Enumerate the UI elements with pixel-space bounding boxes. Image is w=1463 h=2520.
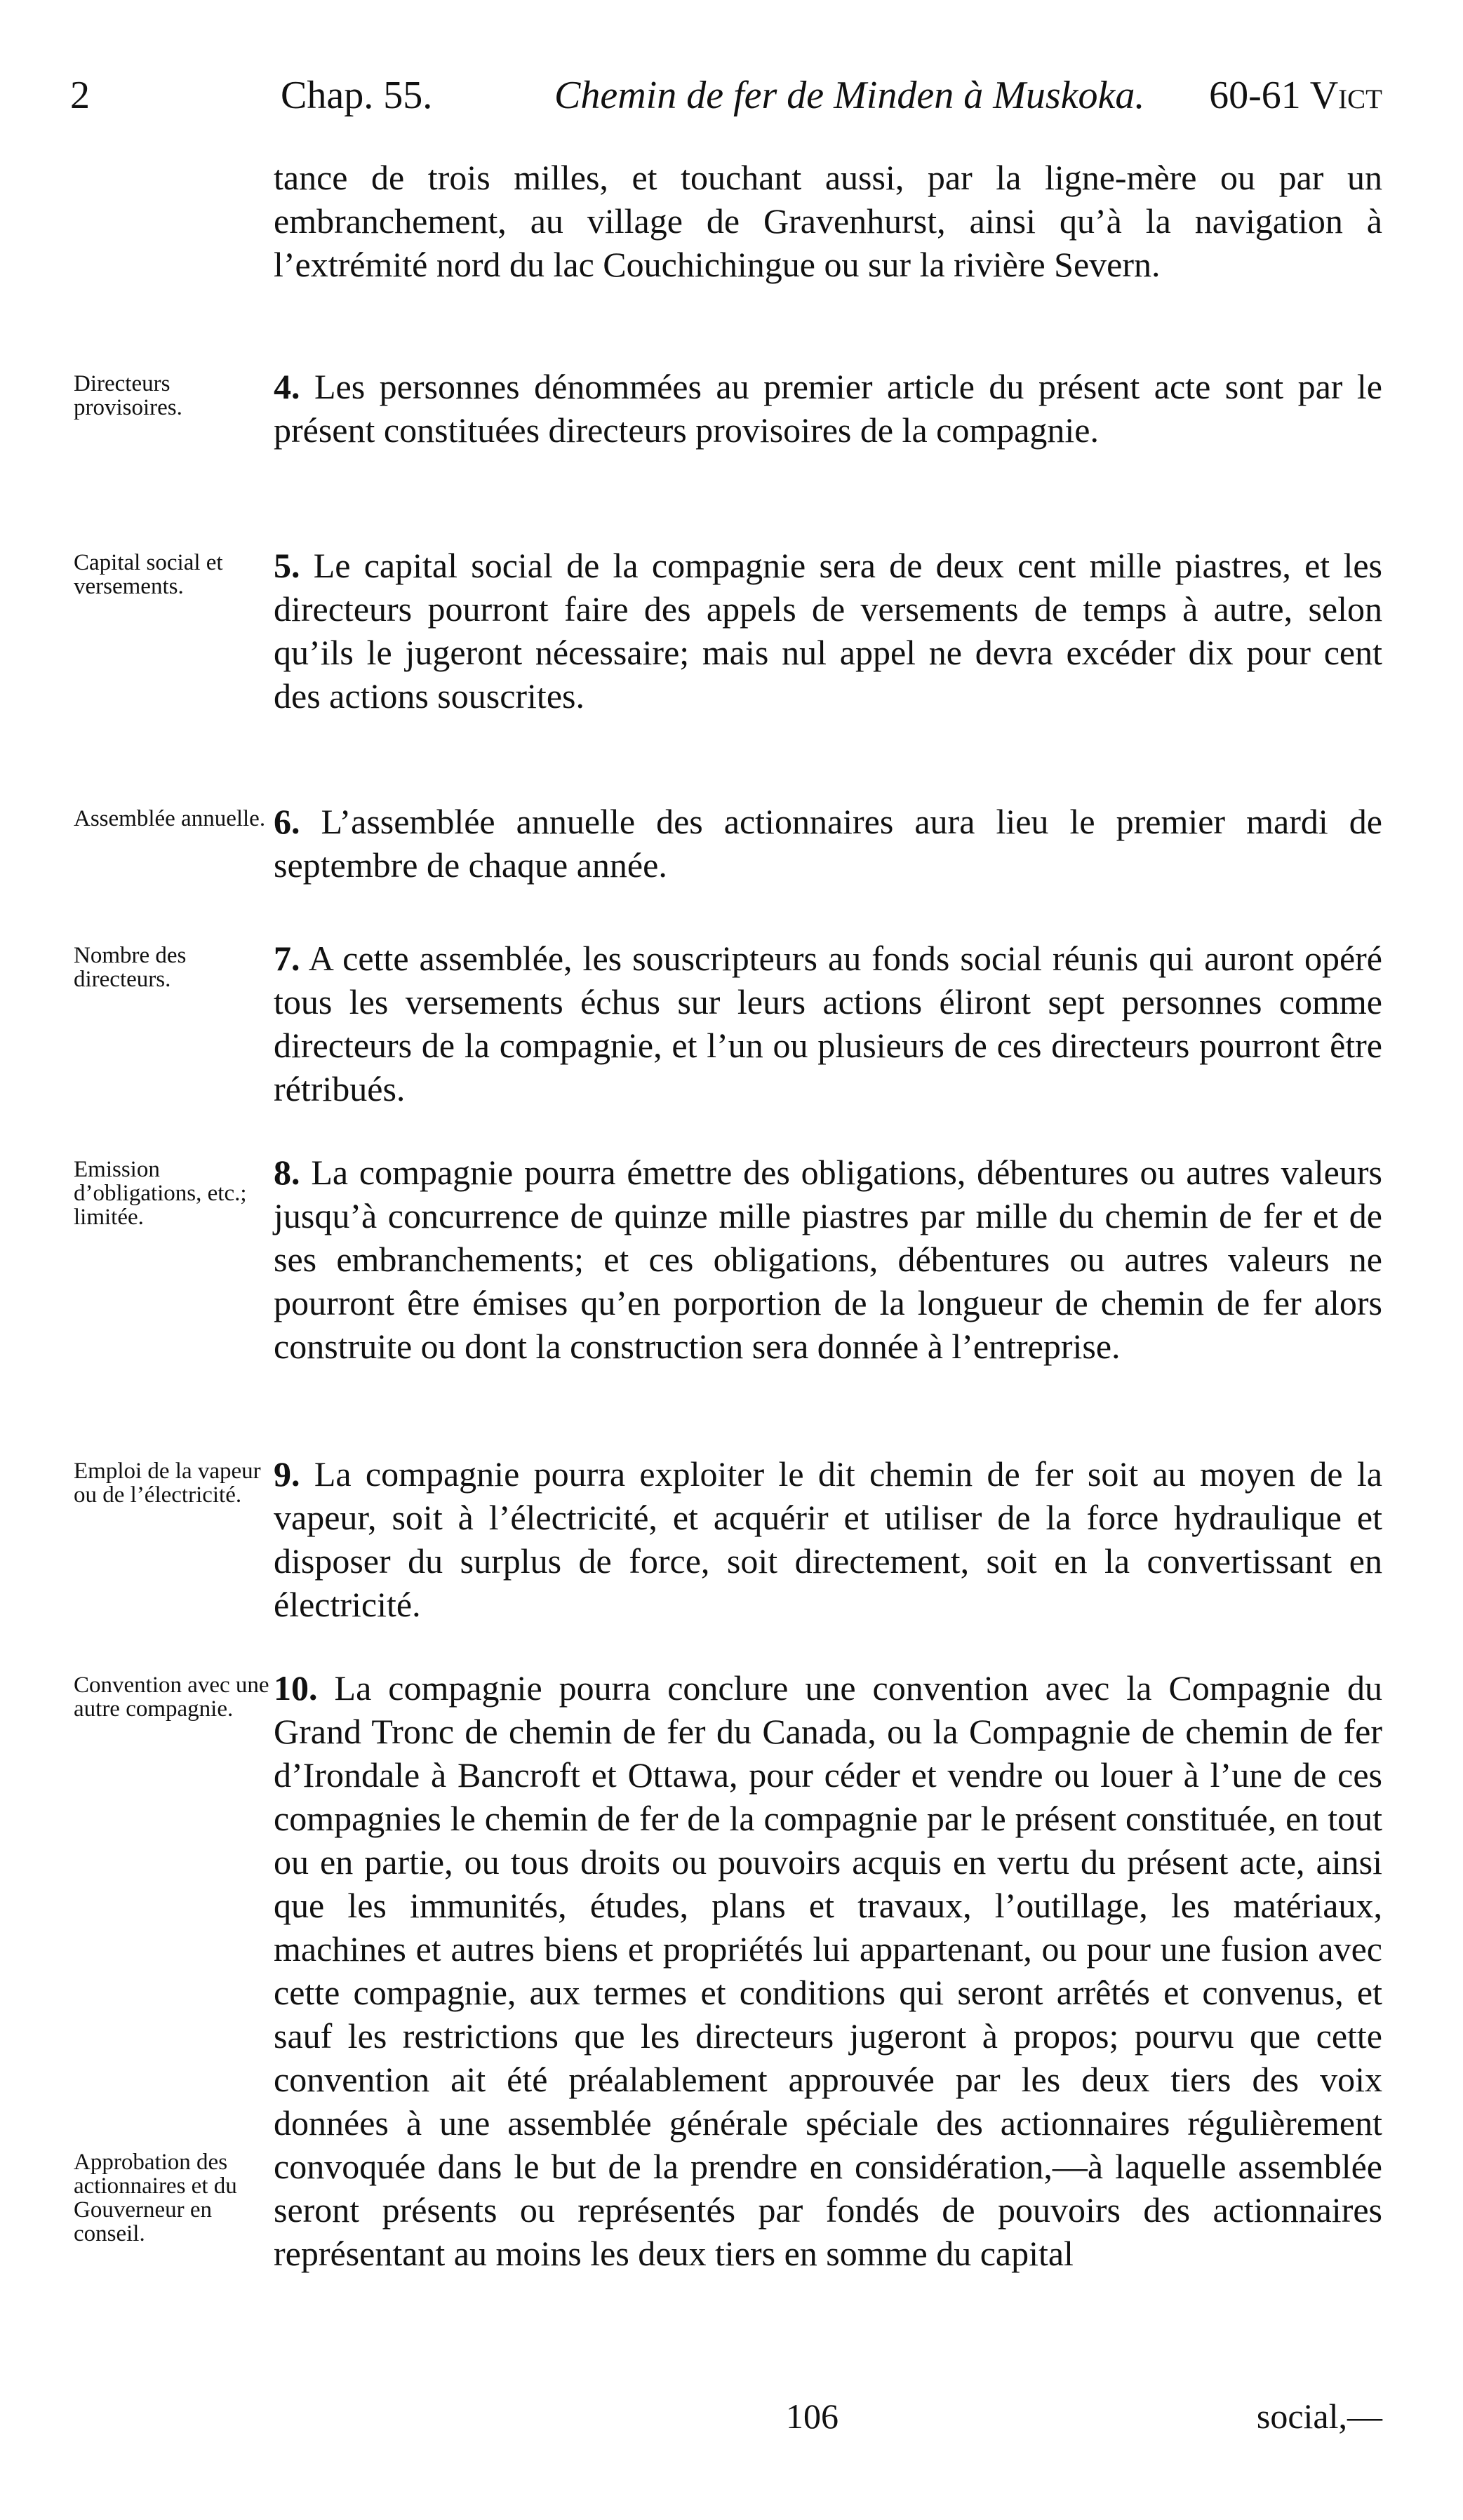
margin-note: Nombre des directeurs. bbox=[74, 943, 187, 992]
section-4 bbox=[274, 365, 1382, 452]
section-10 bbox=[274, 1666, 1382, 2275]
section-text: Les personnes dénommées au premier article du présent acte sont par le présent constituées directeurs provisoires de la compagnie. bbox=[274, 367, 1382, 450]
margin-note: Assemblée annuelle. bbox=[74, 806, 266, 831]
chapter-label: Chap. 55. bbox=[281, 74, 433, 117]
section-6 bbox=[274, 800, 1382, 887]
section-5 bbox=[274, 544, 1382, 718]
act-title: Chemin de fer de Minden à Muskoka. bbox=[554, 74, 1145, 117]
section-text: Le capital social de la compagnie sera de deux cent mille piastres, et les directeurs pourront faire des appels de versements de temps à autre, selon qu’ils le jugeront nécessaire; mais nul appel ne devra excéder dix pour cent des actions souscrites. bbox=[274, 546, 1382, 716]
margin-note: Emploi de la vapeur ou de l’électricité. bbox=[74, 1459, 261, 1508]
section-text: L’assemblée annuelle des actionnaires aura lieu le premier mardi de septembre de chaque année. bbox=[274, 802, 1382, 885]
section-9 bbox=[274, 1452, 1382, 1626]
margin-note: Convention avec une autre compagnie. bbox=[74, 1673, 269, 1722]
margin-note: Directeurs provisoires. bbox=[74, 371, 182, 420]
regnal-year: 60-61 Vict bbox=[1209, 74, 1382, 117]
margin-note: Approbation des actionnaires et du Gouverneur en conseil. bbox=[74, 2150, 237, 2246]
section-7 bbox=[274, 937, 1382, 1111]
section-number: 4. bbox=[274, 367, 300, 406]
continuation-paragraph: tance de trois milles, et touchant aussi, par la ligne-mère ou par un embranchement, au village de Gravenhurst, ainsi qu’à la navigation à l’extrémité nord du lac Couchichingue ou sur la rivière Severn. bbox=[274, 158, 1382, 284]
section-text: A cette assemblée, les souscripteurs au fonds social réunis qui auront opéré tous les versements échus sur leurs actions éliront sept personnes comme directeurs de la compagnie, et l’un ou plusieurs de ces directeurs pourront être rétribués. bbox=[274, 939, 1382, 1108]
catchword: social,— bbox=[1256, 2397, 1382, 2436]
section-number: 5. bbox=[274, 546, 300, 585]
folio-number: 106 bbox=[786, 2397, 839, 2436]
section-number: 10. bbox=[274, 1668, 318, 1708]
section-text: La compagnie pourra conclure une convention avec la Compagnie du Grand Tronc de chemin de fer du Canada, ou la Compagnie de chemin de fer d’Irondale à Bancroft et Ottawa, pour céder et vendre ou louer à l’une de ces compagnies le chemin de fer de la compagnie par le présent constituée, en tout ou en partie, ou tous droits ou pouvoirs acquis en vertu du présent acte, ainsi que les immunités, études, plans et travaux, l’outillage, les matériaux, machines et autres biens et propriétés lui appartenant, ou pour une fusion avec cette compagnie, aux termes et conditions qui seront arrêtés et convenus, et sauf les restrictions que les directeurs jugeront à propos; pourvu que cette convention ait été préalablement approuvée par les deux tiers des voix données à une assemblée générale spéciale des actionnaires régulièrement convoquée dans le but de la prendre en considération,—à laquelle assemblée seront présents ou représentés par fondés de pouvoirs des actionnaires représentant au moins les deux tiers en somme du capital bbox=[274, 1668, 1382, 2273]
section-8 bbox=[274, 1151, 1382, 1368]
section-number: 7. bbox=[274, 939, 300, 978]
section-number: 9. bbox=[274, 1454, 300, 1494]
page-number: 2 bbox=[70, 74, 90, 117]
margin-note: Emission d’obligations, etc.; limitée. bbox=[74, 1157, 247, 1230]
section-text: La compagnie pourra exploiter le dit chemin de fer soit au moyen de la vapeur, soit à l’électricité, et acquérir et utiliser de la force hydraulique et disposer du surplus de force, soit directement, soit en la convertissant en électricité. bbox=[274, 1454, 1382, 1624]
section-number: 8. bbox=[274, 1153, 300, 1192]
section-number: 6. bbox=[274, 802, 300, 841]
margin-note: Capital social et versements. bbox=[74, 550, 223, 599]
page-header bbox=[70, 67, 1389, 123]
section-text: La compagnie pourra émettre des obligations, débentures ou autres valeurs jusqu’à concurrence de quinze mille piastres par mille du chemin de fer et de ses embranchements; et ces obligations, débentures ou autres valeurs ne pourront être émises qu’en porportion de la longueur de chemin de fer alors construite ou dont la construction sera donnée à l’entreprise. bbox=[274, 1153, 1382, 1366]
